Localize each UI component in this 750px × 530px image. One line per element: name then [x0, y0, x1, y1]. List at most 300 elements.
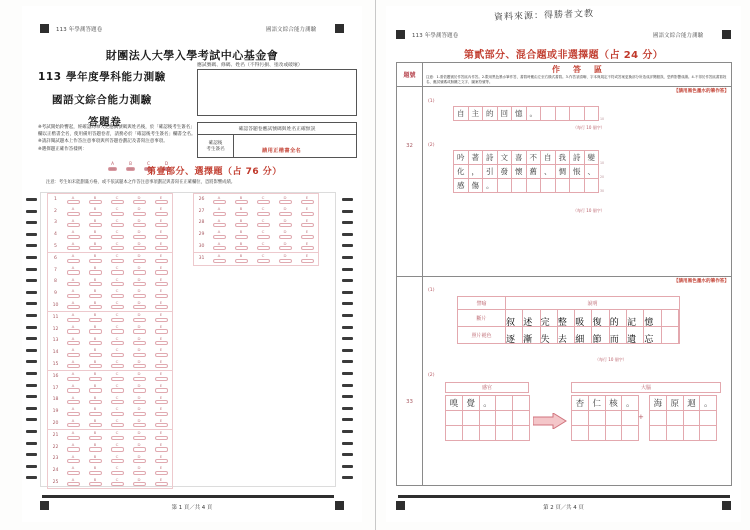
- bubble-mark[interactable]: [67, 353, 80, 357]
- question-body-33[interactable]: [423, 277, 731, 486]
- bubble-option-a[interactable]: [62, 466, 84, 475]
- bubble-mark[interactable]: [89, 388, 102, 392]
- bubble-option-c[interactable]: [106, 384, 128, 393]
- bubble-option-b[interactable]: [230, 230, 252, 239]
- bubble-row[interactable]: [48, 276, 172, 288]
- bubble-mark[interactable]: [89, 412, 102, 416]
- bubble-option-a[interactable]: [62, 443, 84, 452]
- bubble-mark[interactable]: [257, 212, 270, 216]
- bubble-mark[interactable]: [89, 447, 102, 451]
- bubble-mark[interactable]: [133, 353, 146, 357]
- bubble-option-e[interactable]: [150, 313, 172, 322]
- bubble-option-c[interactable]: [106, 443, 128, 452]
- bubble-mark[interactable]: [235, 235, 248, 239]
- bubble-option-e[interactable]: [150, 325, 172, 334]
- writing-cell[interactable]: [610, 310, 627, 327]
- bubble-option-e[interactable]: [150, 196, 172, 205]
- bubble-option-c[interactable]: [252, 196, 274, 205]
- writing-cell[interactable]: [454, 179, 469, 193]
- writing-cell[interactable]: [644, 310, 661, 327]
- bubble-mark[interactable]: [155, 353, 168, 357]
- bubble-option-a[interactable]: [62, 384, 84, 393]
- bubble-mark[interactable]: [133, 235, 146, 239]
- bubble-option-b[interactable]: [84, 407, 106, 416]
- writing-cell[interactable]: [541, 327, 558, 344]
- bubble-option-b[interactable]: [84, 396, 106, 405]
- writing-cell[interactable]: [572, 411, 589, 426]
- bubble-mark[interactable]: [67, 341, 80, 345]
- bubble-mark[interactable]: [155, 377, 168, 381]
- bubble-mark[interactable]: [133, 259, 146, 263]
- bubble-mark[interactable]: [111, 282, 124, 286]
- writing-cell[interactable]: [483, 151, 498, 165]
- bubble-option-b[interactable]: [230, 219, 252, 228]
- bubble-mark[interactable]: [111, 305, 124, 309]
- writing-cell[interactable]: [483, 165, 498, 179]
- writing-cell[interactable]: [570, 107, 585, 121]
- bubble-option-b[interactable]: [84, 372, 106, 381]
- bubble-option-b[interactable]: [84, 360, 106, 369]
- bubble-option-c[interactable]: [106, 278, 128, 287]
- bubble-option-b[interactable]: [84, 431, 106, 440]
- bubble-mark[interactable]: [89, 471, 102, 475]
- bubble-mark[interactable]: [155, 305, 168, 309]
- bubble-option-c[interactable]: [106, 313, 128, 322]
- bubble-option-e[interactable]: [150, 278, 172, 287]
- bubble-mark[interactable]: [155, 282, 168, 286]
- bubble-mark[interactable]: [111, 436, 124, 440]
- bubble-mark[interactable]: [111, 259, 124, 263]
- writing-cell[interactable]: [556, 151, 571, 165]
- diagram-writing-grid[interactable]: [649, 395, 717, 441]
- bubble-option-b[interactable]: [84, 325, 106, 334]
- bubble-row[interactable]: [48, 253, 172, 265]
- writing-cell[interactable]: [498, 179, 513, 193]
- bubble-mark[interactable]: [279, 223, 292, 227]
- bubble-option-b[interactable]: [84, 278, 106, 287]
- writing-cell[interactable]: [622, 396, 639, 411]
- bubble-option-e[interactable]: [150, 254, 172, 263]
- writing-cell[interactable]: [606, 426, 623, 441]
- bubble-row[interactable]: [48, 371, 172, 383]
- bubble-mark[interactable]: [155, 459, 168, 463]
- bubble-option-c[interactable]: [106, 478, 128, 487]
- bubble-mark[interactable]: [235, 259, 248, 263]
- writing-cell[interactable]: [512, 151, 527, 165]
- writing-cell[interactable]: [496, 411, 513, 426]
- bubble-row[interactable]: [48, 335, 172, 347]
- bubble-mark[interactable]: [133, 294, 146, 298]
- bubble-option-b[interactable]: [84, 348, 106, 357]
- bubble-option-d[interactable]: [128, 337, 150, 346]
- bubble-option-b[interactable]: [84, 337, 106, 346]
- writing-cell[interactable]: [575, 327, 592, 344]
- bubble-option-d[interactable]: [128, 207, 150, 216]
- bubble-option-a[interactable]: [62, 431, 84, 440]
- bubble-mark[interactable]: [111, 400, 124, 404]
- bubble-option-c[interactable]: [106, 219, 128, 228]
- bubble-mark[interactable]: [301, 246, 314, 250]
- writing-cell[interactable]: [496, 396, 513, 411]
- writing-cell[interactable]: [572, 426, 589, 441]
- bubble-mark[interactable]: [155, 223, 168, 227]
- bubble-mark[interactable]: [133, 436, 146, 440]
- bubble-mark[interactable]: [133, 423, 146, 427]
- bubble-row[interactable]: [48, 312, 172, 324]
- bubble-option-b[interactable]: [230, 207, 252, 216]
- bubble-mark[interactable]: [155, 246, 168, 250]
- bubble-option-c[interactable]: [106, 419, 128, 428]
- writing-cell[interactable]: [644, 327, 661, 344]
- bubble-mark[interactable]: [235, 212, 248, 216]
- bubble-mark[interactable]: [89, 318, 102, 322]
- bubble-mark[interactable]: [67, 400, 80, 404]
- writing-cell[interactable]: [512, 107, 527, 121]
- bubble-mark[interactable]: [89, 341, 102, 345]
- writing-cell[interactable]: [512, 165, 527, 179]
- bubble-mark[interactable]: [213, 223, 226, 227]
- bubble-option-c[interactable]: [106, 207, 128, 216]
- bubble-row[interactable]: [48, 383, 172, 395]
- writing-cell[interactable]: [527, 179, 542, 193]
- bubble-column-right[interactable]: [193, 193, 319, 266]
- bubble-mark[interactable]: [111, 447, 124, 451]
- writing-cell[interactable]: [667, 396, 684, 411]
- bubble-row[interactable]: [194, 206, 318, 218]
- bubble-mark[interactable]: [67, 388, 80, 392]
- writing-cell[interactable]: [589, 426, 606, 441]
- bubble-row[interactable]: [48, 394, 172, 406]
- bubble-option-b[interactable]: [84, 466, 106, 475]
- id-box[interactable]: [197, 69, 357, 116]
- bubble-option-c[interactable]: [106, 196, 128, 205]
- writing-cell[interactable]: [606, 396, 623, 411]
- bubble-option-a[interactable]: [62, 396, 84, 405]
- bubble-option-a[interactable]: [208, 219, 230, 228]
- bubble-mark[interactable]: [213, 212, 226, 216]
- bubble-mark[interactable]: [89, 400, 102, 404]
- bubble-option-d[interactable]: [274, 196, 296, 205]
- bubble-mark[interactable]: [155, 259, 168, 263]
- bubble-mark[interactable]: [155, 471, 168, 475]
- bubble-option-e[interactable]: [150, 207, 172, 216]
- writing-cell[interactable]: [480, 426, 497, 441]
- bubble-option-c[interactable]: [252, 230, 274, 239]
- bubble-option-b[interactable]: [84, 254, 106, 263]
- bubble-mark[interactable]: [133, 341, 146, 345]
- writing-cell[interactable]: [498, 107, 513, 121]
- writing-cell[interactable]: [622, 426, 639, 441]
- bubble-row[interactable]: [194, 194, 318, 206]
- bubble-option-c[interactable]: [106, 455, 128, 464]
- bubble-row[interactable]: [48, 265, 172, 277]
- bubble-option-a[interactable]: [62, 372, 84, 381]
- bubble-mark[interactable]: [67, 282, 80, 286]
- bubble-mark[interactable]: [213, 200, 226, 204]
- bubble-option-d[interactable]: [128, 301, 150, 310]
- writing-cell[interactable]: [541, 179, 556, 193]
- bubble-mark[interactable]: [89, 259, 102, 263]
- bubble-option-a[interactable]: [62, 337, 84, 346]
- bubble-option-b[interactable]: [84, 478, 106, 487]
- bubble-option-b[interactable]: [84, 196, 106, 205]
- bubble-row[interactable]: [48, 206, 172, 218]
- bubble-row[interactable]: [48, 288, 172, 300]
- writing-cell[interactable]: [527, 151, 542, 165]
- bubble-option-a[interactable]: [62, 419, 84, 428]
- bubble-option-e[interactable]: [150, 443, 172, 452]
- writing-grid[interactable]: [453, 150, 605, 193]
- bubble-option-a[interactable]: [208, 242, 230, 251]
- writing-cell[interactable]: [498, 151, 513, 165]
- writing-cell[interactable]: [684, 426, 701, 441]
- bubble-mark[interactable]: [67, 482, 80, 486]
- writing-cell[interactable]: [496, 426, 513, 441]
- bubble-mark[interactable]: [89, 223, 102, 227]
- bubble-answer-area[interactable]: [40, 192, 336, 487]
- writing-cell[interactable]: [585, 107, 600, 121]
- bubble-mark[interactable]: [89, 423, 102, 427]
- bubble-mark[interactable]: [257, 259, 270, 263]
- bubble-mark[interactable]: [111, 200, 124, 204]
- bubble-mark[interactable]: [89, 246, 102, 250]
- bubble-mark[interactable]: [89, 436, 102, 440]
- bubble-option-b[interactable]: [84, 419, 106, 428]
- writing-cell[interactable]: [483, 107, 498, 121]
- writing-cell[interactable]: [454, 151, 469, 165]
- bubble-option-c[interactable]: [106, 372, 128, 381]
- writing-cell[interactable]: [606, 411, 623, 426]
- bubble-mark[interactable]: [155, 341, 168, 345]
- bubble-mark[interactable]: [89, 329, 102, 333]
- bubble-option-e[interactable]: [150, 478, 172, 487]
- bubble-mark[interactable]: [155, 482, 168, 486]
- bubble-option-a[interactable]: [62, 455, 84, 464]
- signature-input-cell[interactable]: [234, 135, 356, 158]
- bubble-mark[interactable]: [67, 447, 80, 451]
- bubble-mark[interactable]: [155, 318, 168, 322]
- writing-cell[interactable]: [700, 396, 717, 411]
- bubble-option-e[interactable]: [150, 301, 172, 310]
- writing-cell[interactable]: [446, 426, 463, 441]
- bubble-mark[interactable]: [67, 423, 80, 427]
- bubble-option-d[interactable]: [274, 230, 296, 239]
- bubble-mark[interactable]: [235, 246, 248, 250]
- bubble-option-e[interactable]: [150, 337, 172, 346]
- writing-cell[interactable]: [469, 151, 484, 165]
- bubble-mark[interactable]: [111, 318, 124, 322]
- bubble-mark[interactable]: [89, 235, 102, 239]
- bubble-mark[interactable]: [67, 270, 80, 274]
- bubble-row[interactable]: [48, 240, 172, 252]
- bubble-mark[interactable]: [279, 259, 292, 263]
- bubble-row[interactable]: [48, 430, 172, 442]
- bubble-option-a[interactable]: [62, 230, 84, 239]
- bubble-mark[interactable]: [133, 400, 146, 404]
- bubble-row[interactable]: [48, 194, 172, 206]
- bubble-option-d[interactable]: [128, 455, 150, 464]
- bubble-option-b[interactable]: [230, 196, 252, 205]
- bubble-mark[interactable]: [89, 482, 102, 486]
- bubble-option-d[interactable]: [128, 348, 150, 357]
- bubble-option-d[interactable]: [128, 478, 150, 487]
- bubble-option-a[interactable]: [62, 478, 84, 487]
- bubble-option-e[interactable]: [150, 455, 172, 464]
- bubble-option-d[interactable]: [128, 419, 150, 428]
- bubble-mark[interactable]: [111, 388, 124, 392]
- bubble-option-d[interactable]: [274, 207, 296, 216]
- writing-cell[interactable]: [463, 426, 480, 441]
- bubble-mark[interactable]: [155, 388, 168, 392]
- writing-cell[interactable]: [556, 165, 571, 179]
- bubble-mark[interactable]: [67, 200, 80, 204]
- bubble-option-a[interactable]: [62, 325, 84, 334]
- bubble-mark[interactable]: [67, 305, 80, 309]
- bubble-mark[interactable]: [133, 329, 146, 333]
- writing-cell[interactable]: [650, 396, 667, 411]
- writing-cell[interactable]: [684, 396, 701, 411]
- bubble-mark[interactable]: [133, 377, 146, 381]
- bubble-mark[interactable]: [235, 200, 248, 204]
- bubble-mark[interactable]: [235, 223, 248, 227]
- bubble-mark[interactable]: [67, 223, 80, 227]
- bubble-mark[interactable]: [213, 235, 226, 239]
- writing-cell[interactable]: [575, 310, 592, 327]
- writing-cell[interactable]: [541, 151, 556, 165]
- bubble-option-c[interactable]: [106, 360, 128, 369]
- bubble-mark[interactable]: [89, 294, 102, 298]
- question-body-32[interactable]: [423, 87, 731, 276]
- bubble-mark[interactable]: [67, 329, 80, 333]
- bubble-mark[interactable]: [111, 412, 124, 416]
- bubble-mark[interactable]: [111, 341, 124, 345]
- bubble-mark[interactable]: [279, 246, 292, 250]
- bubble-mark[interactable]: [257, 200, 270, 204]
- bubble-mark[interactable]: [155, 364, 168, 368]
- bubble-option-d[interactable]: [128, 230, 150, 239]
- writing-cell[interactable]: [700, 426, 717, 441]
- bubble-option-c[interactable]: [252, 254, 274, 263]
- writing-cell[interactable]: [446, 396, 463, 411]
- bubble-option-c[interactable]: [106, 301, 128, 310]
- bubble-mark[interactable]: [89, 377, 102, 381]
- bubble-option-b[interactable]: [84, 242, 106, 251]
- bubble-option-d[interactable]: [128, 325, 150, 334]
- bubble-option-d[interactable]: [274, 254, 296, 263]
- bubble-mark[interactable]: [155, 447, 168, 451]
- bubble-option-a[interactable]: [208, 196, 230, 205]
- writing-cell[interactable]: [622, 411, 639, 426]
- bubble-mark[interactable]: [89, 353, 102, 357]
- writing-cell[interactable]: [556, 179, 571, 193]
- bubble-option-e[interactable]: [150, 466, 172, 475]
- writing-cell[interactable]: [541, 107, 556, 121]
- bubble-mark[interactable]: [67, 459, 80, 463]
- writing-cell[interactable]: [513, 396, 530, 411]
- bubble-option-a[interactable]: [208, 254, 230, 263]
- bubble-mark[interactable]: [111, 423, 124, 427]
- bubble-mark[interactable]: [111, 294, 124, 298]
- bubble-option-b[interactable]: [84, 230, 106, 239]
- bubble-mark[interactable]: [155, 200, 168, 204]
- writing-cell[interactable]: [454, 165, 469, 179]
- writing-cell[interactable]: [541, 165, 556, 179]
- bubble-mark[interactable]: [89, 282, 102, 286]
- bubble-option-b[interactable]: [230, 254, 252, 263]
- writing-cell[interactable]: [527, 107, 542, 121]
- bubble-mark[interactable]: [111, 246, 124, 250]
- writing-cell[interactable]: [463, 411, 480, 426]
- bubble-mark[interactable]: [155, 294, 168, 298]
- bubble-mark[interactable]: [89, 270, 102, 274]
- writing-cell[interactable]: [541, 310, 558, 327]
- bubble-column-left[interactable]: [47, 193, 173, 489]
- bubble-option-a[interactable]: [208, 207, 230, 216]
- bubble-mark[interactable]: [89, 200, 102, 204]
- bubble-mark[interactable]: [111, 212, 124, 216]
- bubble-option-c[interactable]: [106, 230, 128, 239]
- bubble-option-c[interactable]: [106, 254, 128, 263]
- bubble-mark[interactable]: [111, 471, 124, 475]
- bubble-row[interactable]: [48, 299, 172, 311]
- writing-cell[interactable]: [469, 165, 484, 179]
- bubble-option-c[interactable]: [106, 407, 128, 416]
- bubble-option-b[interactable]: [84, 455, 106, 464]
- bubble-mark[interactable]: [133, 270, 146, 274]
- bubble-option-b[interactable]: [84, 207, 106, 216]
- bubble-mark[interactable]: [133, 447, 146, 451]
- writing-cell[interactable]: [523, 327, 540, 344]
- bubble-row[interactable]: [194, 253, 318, 265]
- bubble-row[interactable]: [48, 347, 172, 359]
- bubble-mark[interactable]: [155, 212, 168, 216]
- bubble-row[interactable]: [194, 217, 318, 229]
- bubble-option-e[interactable]: [296, 196, 318, 205]
- bubble-option-a[interactable]: [62, 407, 84, 416]
- bubble-option-b[interactable]: [84, 219, 106, 228]
- bubble-option-e[interactable]: [150, 384, 172, 393]
- bubble-row[interactable]: [48, 229, 172, 241]
- bubble-mark[interactable]: [279, 200, 292, 204]
- bubble-option-d[interactable]: [128, 219, 150, 228]
- bubble-option-e[interactable]: [150, 266, 172, 275]
- writing-cell[interactable]: [506, 327, 523, 344]
- writing-grid-32-2[interactable]: [453, 150, 605, 193]
- bubble-mark[interactable]: [155, 436, 168, 440]
- bubble-mark[interactable]: [155, 329, 168, 333]
- bubble-mark[interactable]: [89, 212, 102, 216]
- writing-cell[interactable]: [558, 310, 575, 327]
- writing-cell[interactable]: [570, 179, 585, 193]
- bubble-option-a[interactable]: [62, 289, 84, 298]
- bubble-option-d[interactable]: [128, 407, 150, 416]
- bubble-option-c[interactable]: [252, 219, 274, 228]
- bubble-option-d[interactable]: [128, 466, 150, 475]
- bubble-option-c[interactable]: [106, 431, 128, 440]
- bubble-mark[interactable]: [279, 235, 292, 239]
- bubble-option-e[interactable]: [296, 219, 318, 228]
- bubble-option-a[interactable]: [62, 301, 84, 310]
- bubble-option-e[interactable]: [150, 230, 172, 239]
- writing-cell[interactable]: [700, 411, 717, 426]
- bubble-mark[interactable]: [67, 212, 80, 216]
- bubble-row[interactable]: [194, 229, 318, 241]
- bubble-option-d[interactable]: [128, 266, 150, 275]
- bubble-mark[interactable]: [111, 353, 124, 357]
- bubble-option-d[interactable]: [274, 219, 296, 228]
- bubble-row[interactable]: [48, 217, 172, 229]
- bubble-option-a[interactable]: [62, 266, 84, 275]
